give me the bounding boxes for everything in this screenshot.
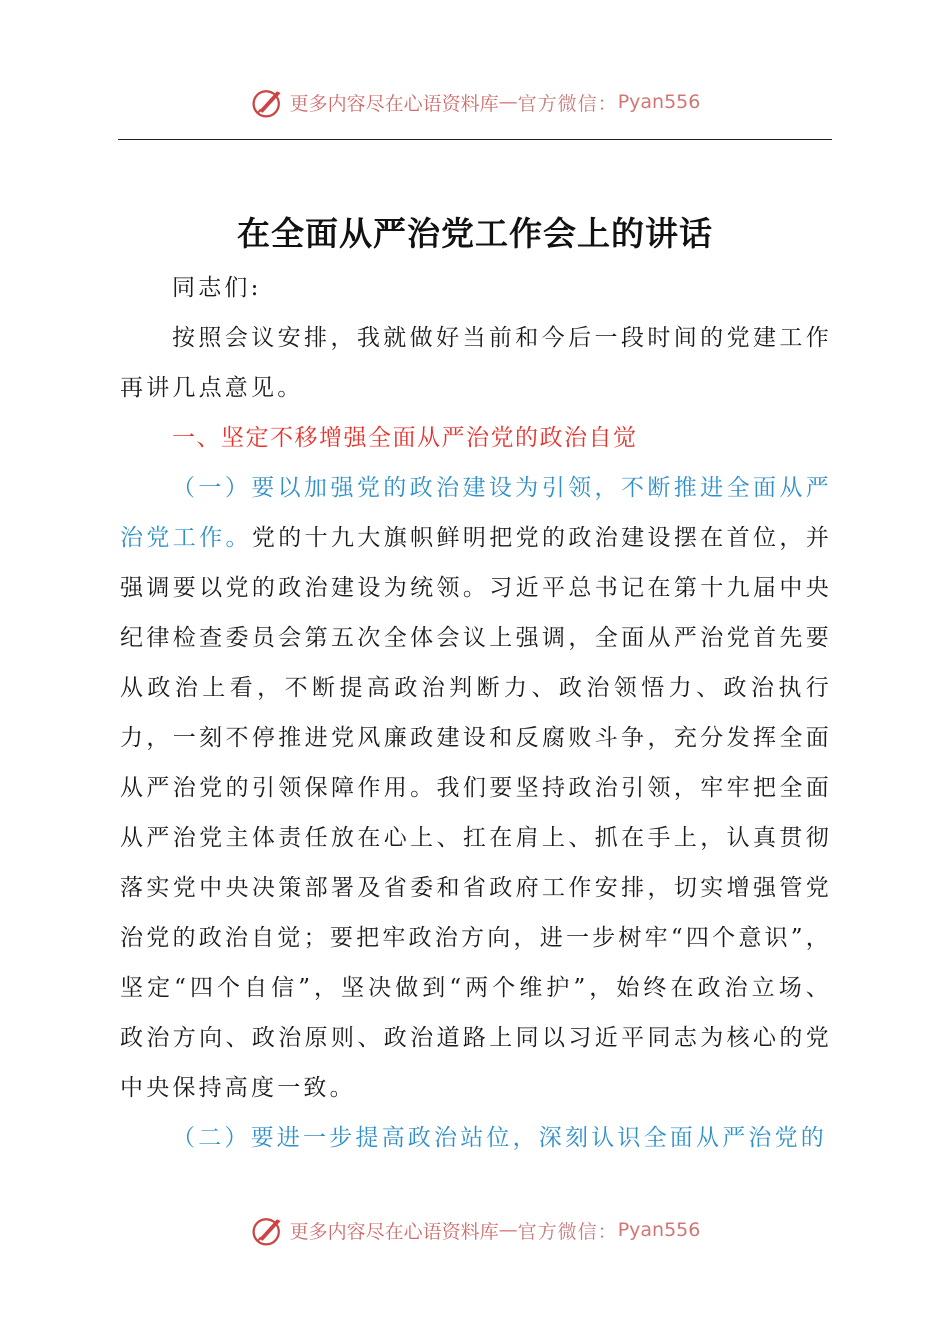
subsection-1-body: 党的十九大旗帜鲜明把党的政治建设摆在首位，并强调要以党的政治建设为统领。习近平总书记在第十九届中央纪律检查委员会第五次全体会议上强调，全面从严治党首先要从政治上看，不断提高政治判断力、政治领悟力、政治执行力，一刻不停推进党风廉政建设和反腐败斗争，充分发挥全面从严治党的引领保障作用。我们要坚持政治引领，牢牢把全面从严治党主体责任放在心上、扛在肩上、抓在手上，认真贯彻落实党中央决策部署及省委和省政府工作安排，切实增强管党治党的政治自觉；要把牢政治方向，进一步树牢“四个意识”，坚定“四个自信”，坚决做到“两个维护”，始终在政治立场、政治方向、政治原则、政治道路上同以习近平同志为核心的党中央保持高度一致。	[120, 525, 833, 1101]
document-body	[120, 263, 832, 1163]
subsection-2-title: （二）要进一步提高政治站位，深刻认识全面从严治党的	[172, 1125, 827, 1151]
watermark-wechat-label: 官方微信：	[517, 1220, 618, 1243]
pen-logo-icon	[250, 1212, 286, 1248]
watermark-wechat-id: Pyan556	[617, 1219, 701, 1241]
watermark-dash: —	[498, 1219, 518, 1241]
section-heading-1: 一、坚定不移增强全面从严治党的政治自觉	[172, 425, 638, 451]
intro-paragraph: 按照会议安排，我就做好当前和今后一段时间的党建工作再讲几点意见。	[120, 325, 832, 401]
header-watermark	[0, 82, 950, 122]
footer-watermark	[0, 1210, 950, 1250]
watermark-wechat-label: 官方微信：	[517, 92, 618, 115]
watermark-library-text: 更多内容尽在心语资料库	[289, 92, 499, 115]
subsection-1-paragraph	[120, 463, 832, 1113]
watermark-dash: —	[498, 91, 518, 113]
header-rule	[118, 139, 832, 140]
subsection-1-title: （一）要以加强党的政治建设为引领，不断推进全面从严治党工作。	[120, 475, 832, 551]
subsection-2-paragraph	[120, 1113, 832, 1163]
document-title: 在全面从严治党工作会上的讲话	[237, 214, 713, 254]
watermark-library-text: 更多内容尽在心语资料库	[289, 1220, 499, 1243]
pen-logo-icon	[250, 84, 286, 120]
watermark-wechat-id: Pyan556	[617, 91, 701, 113]
greeting: 同志们:	[172, 275, 262, 301]
